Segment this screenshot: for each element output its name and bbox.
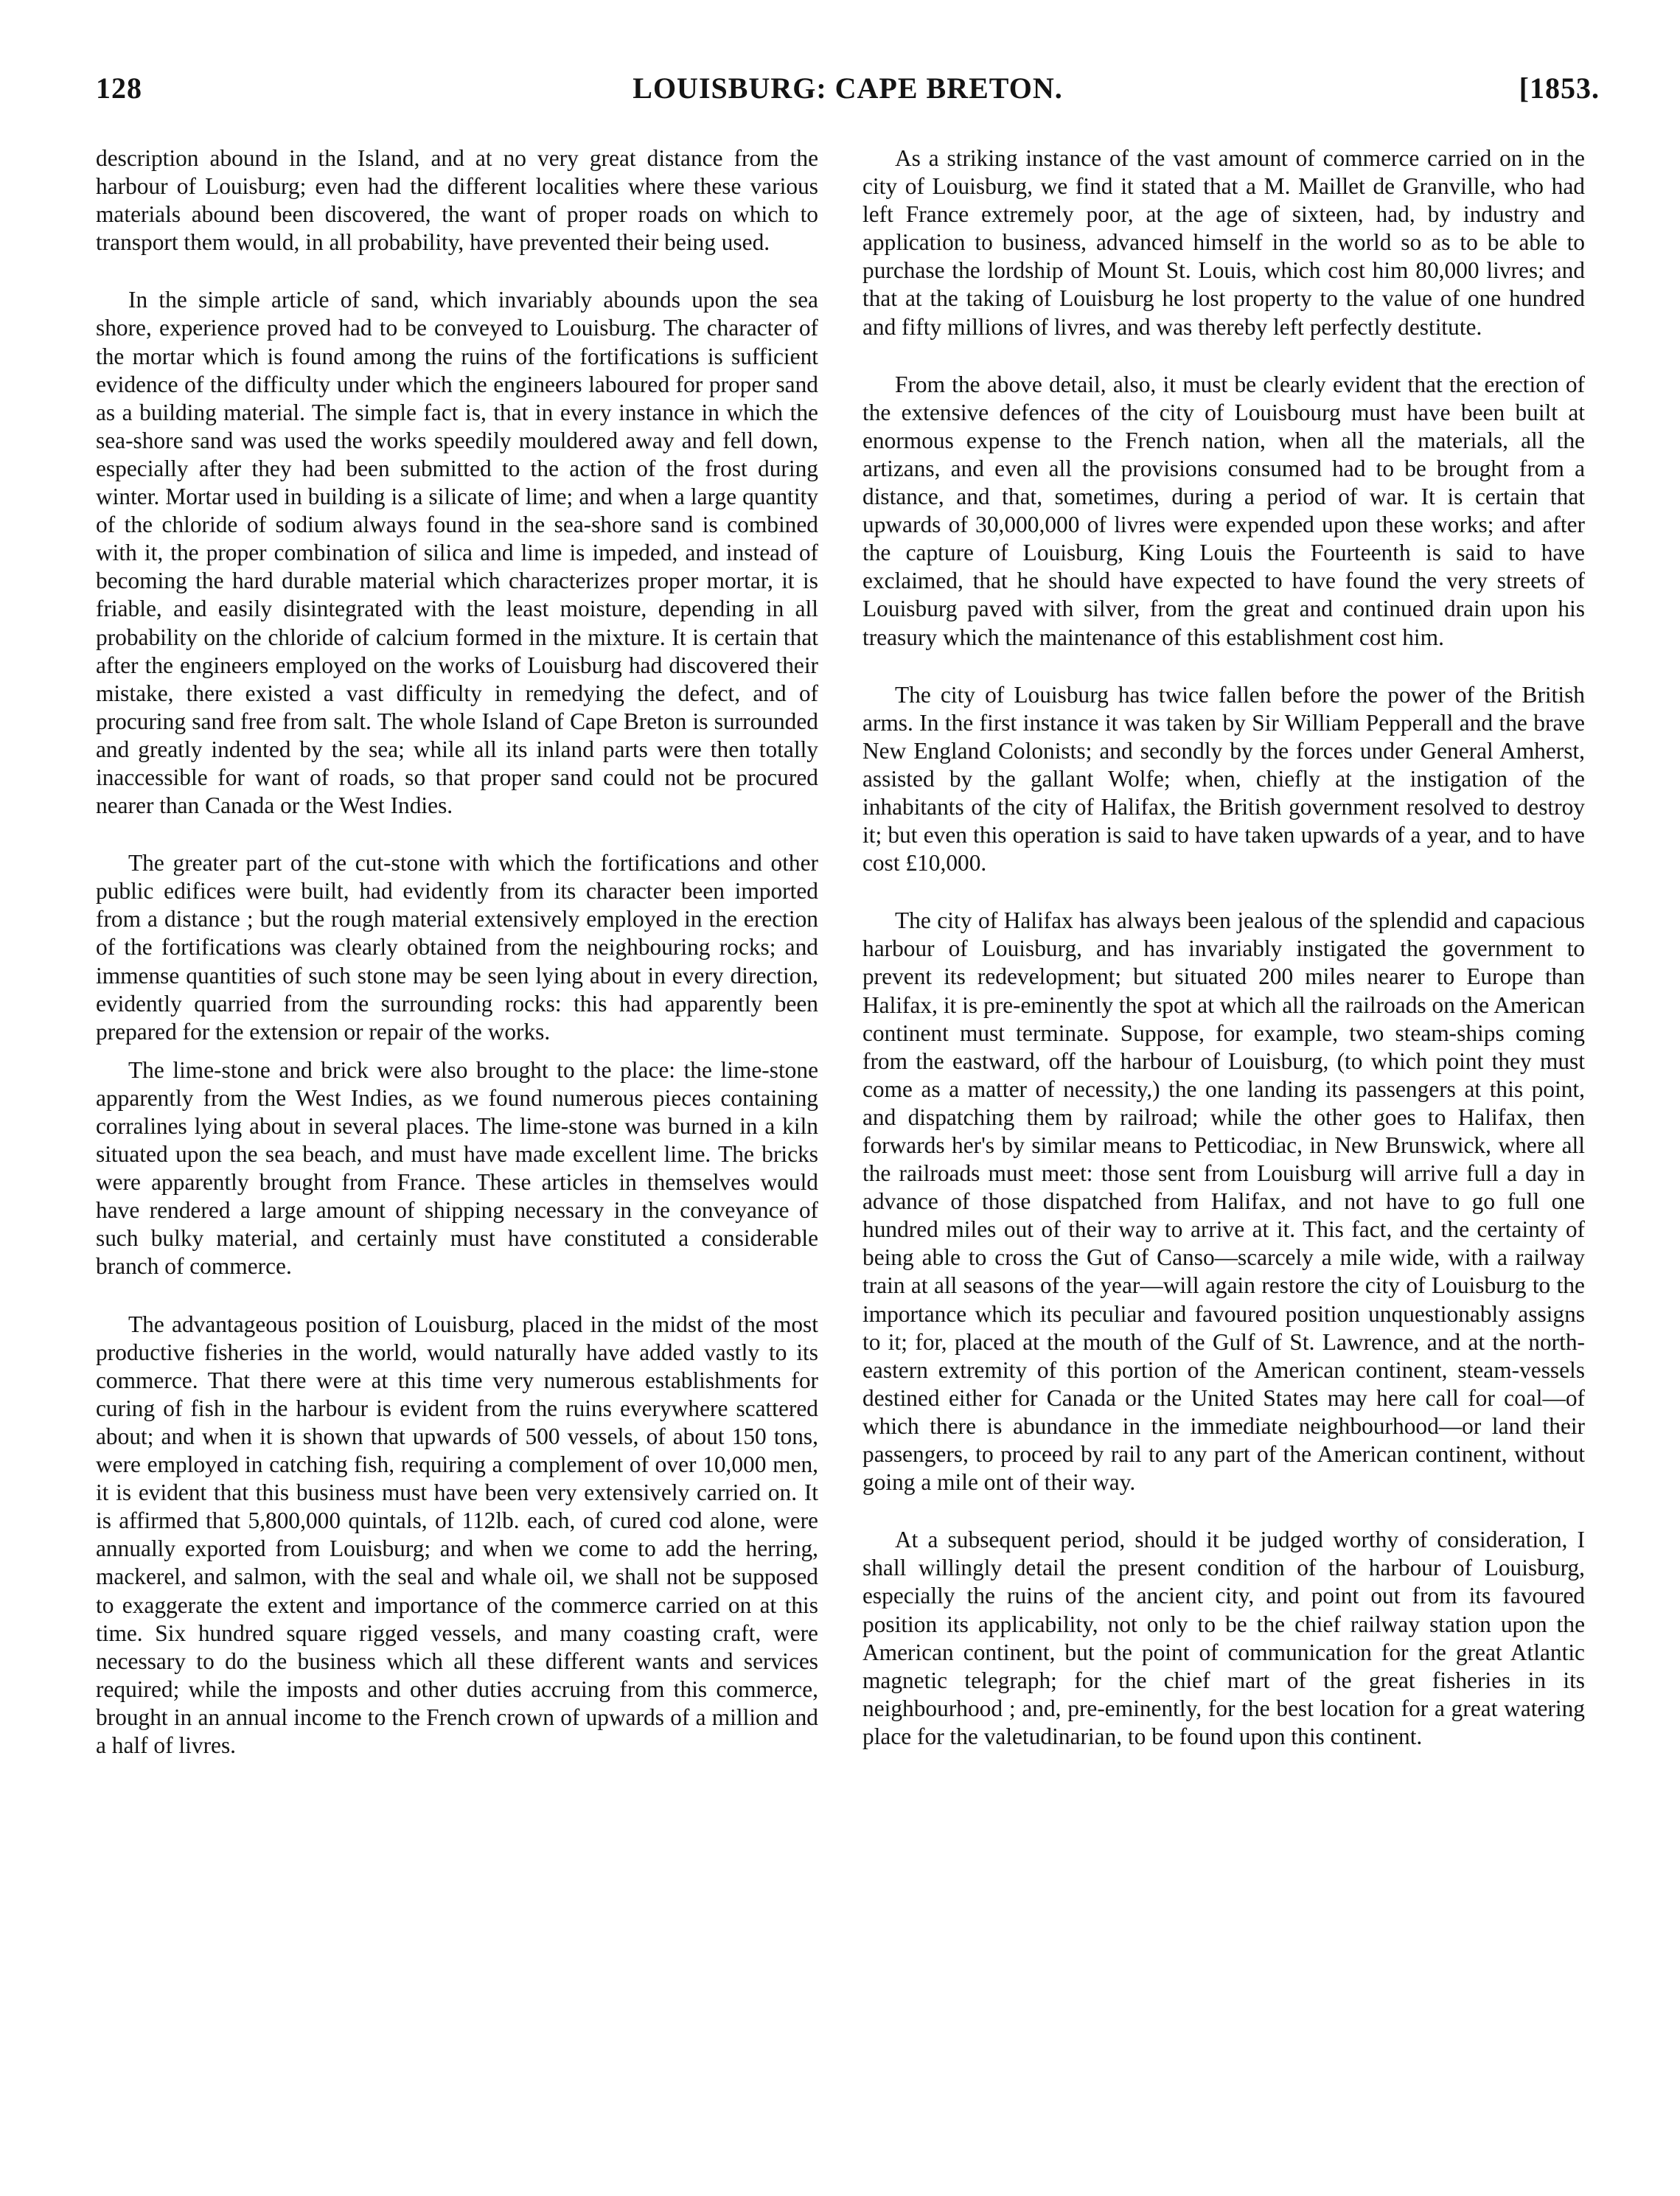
- right-column: [862, 144, 1585, 1780]
- paragraph: The city of Halifax has always been jealous of the splendid and capacious harbour of Louisburg, and has invariably instigated the government to prevent its redevelopment; but situated 200 miles nearer to Europe than Halifax, it is pre-eminently the spot at which all the railroads on the American continent must terminate. Suppose, for example, two steam-ships coming from the eastward, off the harbour of Louisburg, (to which point they must come as a matter of necessity,) the one landing its passengers at this point, and dispatching them by railroad; while the other goes to Halifax, then forwards her's by similar means to Petticodiac, in New Brunswick, where all the railroads must meet: those sent from Louisburg will arrive full a day in advance of those dispatched from Halifax, and not have to go full one hundred miles out of their way to arrive at it. This fact, and the certainty of being able to cross the Gut of Canso—scarcely a mile wide, with a railway train at all seasons of the year—will again restore the city of Louisburg to the importance which its peculiar and favoured position unquestionably assigns to it; for, placed at the mouth of the Gulf of St. Lawrence, and at the north-eastern extremity of this portion of the American continent, steam-vessels destined either for Canada or the United States may here call for coal—of which there is abundance in the immediate neighbourhood—or land their passengers, to proceed by rail to any part of the American continent, without going a mile ont of their way.: [862, 907, 1585, 1496]
- paragraph: The greater part of the cut-stone with which the fortifications and other public edifices were built, had evidently from its character been imported from a distance ; but the rough material extensively employed in the erection of the fortifications was clearly obtained from the neighbouring rocks; and immense quantities of such stone may be seen lying about in every direction, evidently quarried from the surrounding rocks: this had apparently been prepared for the extension or repair of the works.: [96, 850, 818, 1045]
- paragraph: As a striking instance of the vast amount of commerce carried on in the city of Louisburg, we find it stated that a M. Maillet de Granville, who had left France extremely poor, at the age of sixteen, had, by industry and application to business, advanced himself in the world so as to be able to purchase the lordship of Mount St. Louis, which cost him 80,000 livres; and that at the taking of Louisburg he lost property to the value of one hundred and fifty millions of livres, and was thereby left perfectly destitute.: [862, 145, 1585, 340]
- paragraph-continued: description abound in the Island, and at no very great distance from the harbour of Louisburg; even had the different localities where these various materials abound been discovered, the want of proper roads on which to transport them would, in all probability, have prevented their being used.: [96, 145, 818, 256]
- left-column: [96, 144, 818, 1789]
- paragraph: The advantageous position of Louisburg, placed in the midst of the most productive fisheries in the world, would naturally have added vastly to its commerce. That there were at this time very numerous establishments for curing of fish in the harbour is evident from the ruins everywhere scattered about; and when it is shown that upwards of 500 vessels, of about 150 tons, were employed in catching fish, requiring a complement of over 10,000 men, it is evident that this business must have been very extensively carried on. It is affirmed that 5,800,000 quintals, of 112lb. each, of cured cod alone, were annually exported from Louisburg; and when we come to add the herring, mackerel, and salmon, with the seal and whale oil, we shall not be supposed to exaggerate the extent and importance of the commerce carried on at this time. Six hundred square rigged vessels, and many coasting craft, were necessary to do the business which all these different wants and services required; while the imposts and other duties accruing from this commerce, brought in an annual income to the French crown of upwards of a million and a half of livres.: [96, 1311, 818, 1758]
- paragraph: In the simple article of sand, which invariably abounds upon the sea shore, experience proved had to be conveyed to Louisburg. The character of the mortar which is found among the ruins of the fortifications is sufficient evidence of the difficulty under which the engineers laboured for proper sand as a building material. The simple fact is, that in every instance in which the sea-shore sand was used the works speedily mouldered away and fell down, especially after they had been submitted to the action of the frost during winter. Mortar used in building is a silicate of lime; and when a large quantity of the chloride of sodium always found in the sea-shore sand is combined with it, the proper combination of silica and lime is impeded, and instead of becoming the hard durable material which characterizes proper mortar, it is friable, and easily disintegrated with the least moisture, depending in all probability on the chloride of calcium formed in the mixture. It is certain that after the engineers employed on the works of Louisburg had discovered their mistake, there existed a vast difficulty in remedying the defect, and of procuring sand free from salt. The whole Island of Cape Breton is surrounded and greatly indented by the sea; while all its inland parts were then totally inaccessible for want of roads, so that proper sand could not be procured nearer than Canada or the West Indies.: [96, 287, 818, 819]
- paragraph: The lime-stone and brick were also brought to the place: the lime-stone apparently from the West Indies, as we found numerous pieces containing corralines lying about in several places. The lime-stone was burned in a kiln situated upon the sea beach, and must have made excellent lime. The bricks were apparently brought from France. These articles in themselves would have rendered a large amount of shipping necessary in the conveyance of such bulky material, and certainly must have constituted a considerable branch of commerce.: [96, 1056, 818, 1280]
- running-header: [96, 71, 1600, 122]
- page-number: 128: [96, 72, 142, 105]
- paragraph: From the above detail, also, it must be clearly evident that the erection of the extensive defences of the city of Louisbourg must have been built at enormous expense to the French nation, when all the materials, all the artizans, and even all the provisions consumed had to be brought from a distance, and that, sometimes, during a period of war. It is certain that upwards of 30,000,000 of livres were expended upon these works; and after the capture of Louisburg, King Louis the Fourteenth is said to have exclaimed, that he should have expected to have found the very streets of Louisburg paved with silver, from the great and continued drain upon his treasury which the maintenance of this establishment cost him.: [862, 371, 1585, 650]
- paragraph: At a subsequent period, should it be judged worthy of consideration, I shall willingly detail the present condition of the harbour of Louisburg, especially the ruins of the ancient city, and point out from its favoured position its applicability, not only to be the chief railway station upon the American continent, but the point of communication for the great Atlantic magnetic telegraph; for the chief mart of the great fisheries in its neighbourhood ; and, pre-eminently, for the best location for a great watering place for the valetudinarian, to be found upon this continent.: [862, 1527, 1585, 1749]
- header-year: [1853.: [1519, 72, 1600, 105]
- paragraph: The city of Louisburg has twice fallen before the power of the British arms. In the first instance it was taken by Sir William Pepperall and the brave New England Colonists; and secondly by the forces under General Amherst, assisted by the gallant Wolfe; when, chiefly at the instigation of the inhabitants of the city of Halifax, the British government resolved to destroy it; but even this operation is said to have taken upwards of a year, and to have cost £10,000.: [862, 681, 1585, 876]
- page-title: LOUISBURG: CAPE BRETON.: [632, 72, 1063, 105]
